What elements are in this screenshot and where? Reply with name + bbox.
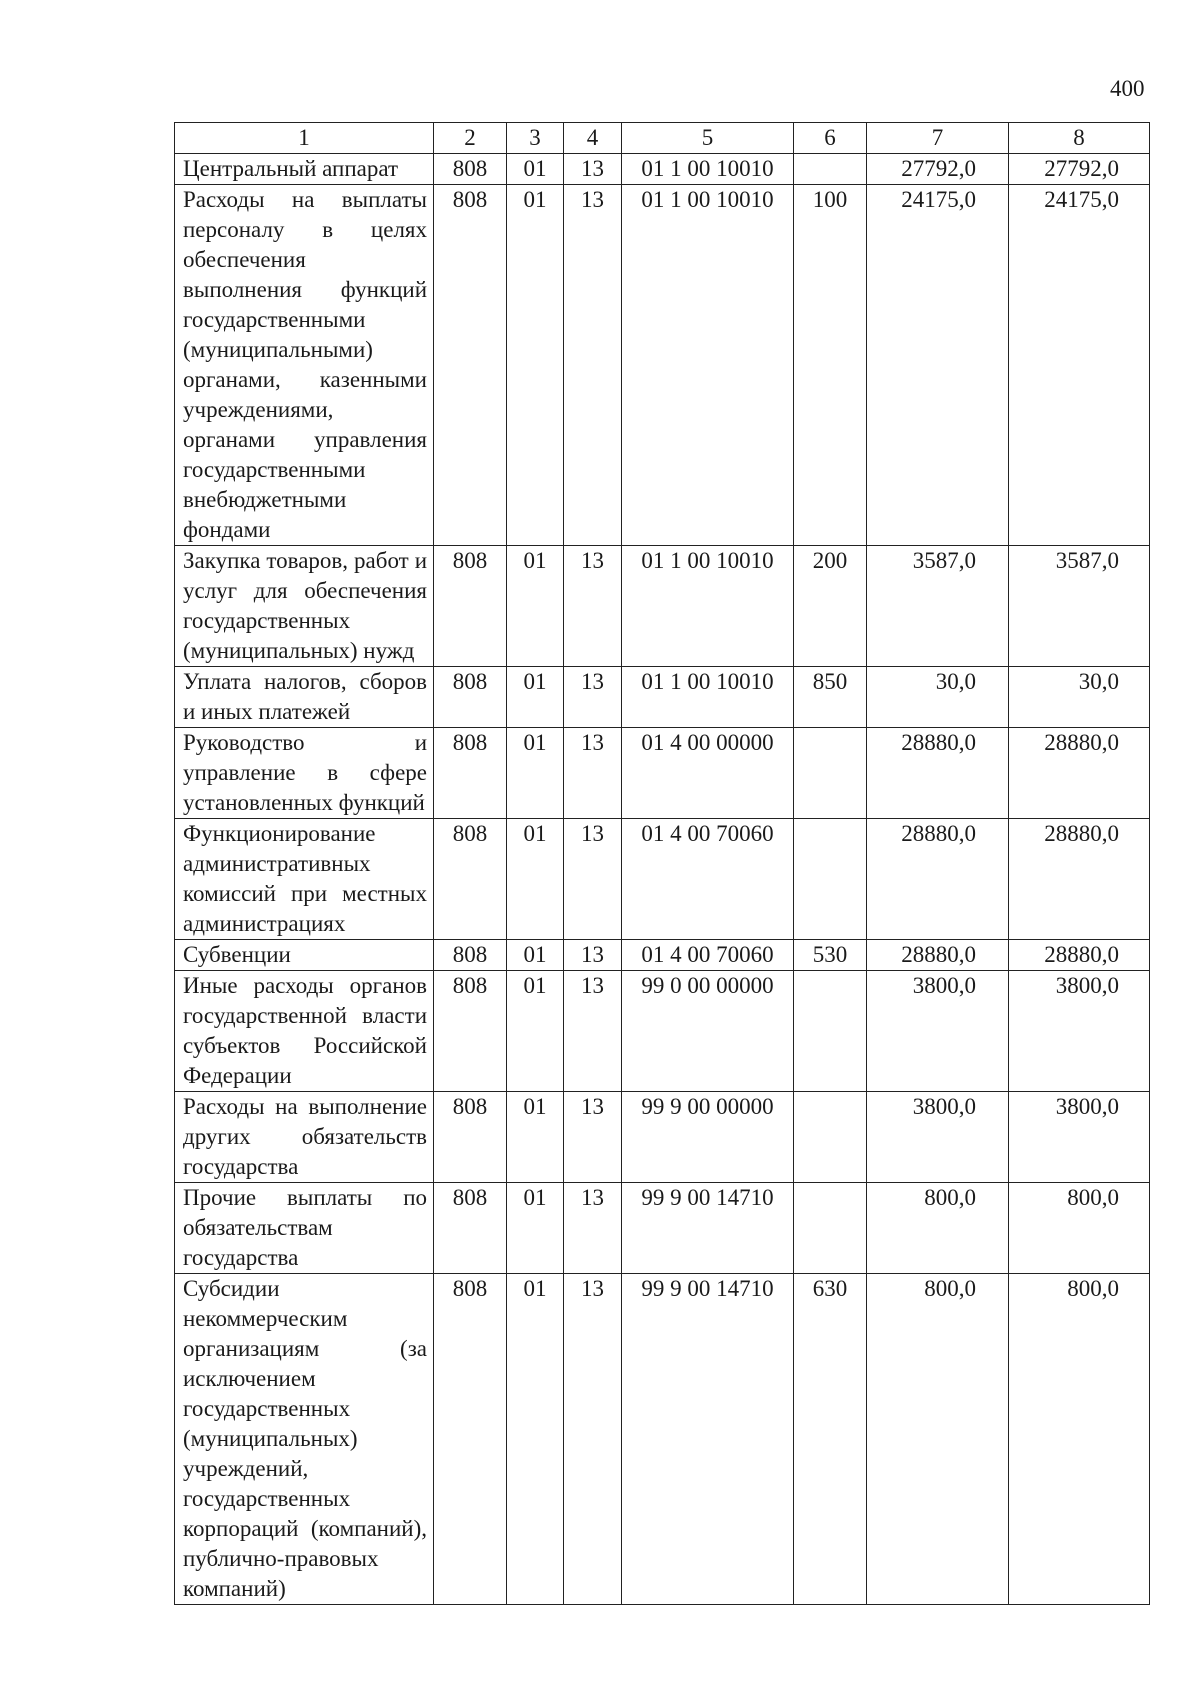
row-section-cell: 01 <box>507 940 564 971</box>
row-subsection-cell: 13 <box>564 1183 622 1274</box>
row-code-cell: 808 <box>434 185 507 546</box>
row-amount-2-cell: 800,0 <box>1009 1183 1150 1274</box>
table-body <box>175 154 1150 1605</box>
row-name-cell: Центральный аппарат <box>175 154 434 185</box>
row-type-cell <box>794 728 867 819</box>
row-amount-2-cell: 3800,0 <box>1009 1092 1150 1183</box>
row-code-cell: 808 <box>434 940 507 971</box>
row-target-cell: 01 1 00 10010 <box>622 185 794 546</box>
row-subsection-cell: 13 <box>564 819 622 940</box>
table-row <box>175 154 1150 185</box>
row-code-cell: 808 <box>434 728 507 819</box>
table-row <box>175 728 1150 819</box>
header-col-2: 2 <box>434 123 507 154</box>
row-amount-cell: 3800,0 <box>867 971 1009 1092</box>
table-row <box>175 185 1150 546</box>
table-row <box>175 1092 1150 1183</box>
row-target-cell: 01 4 00 70060 <box>622 940 794 971</box>
row-section-cell: 01 <box>507 185 564 546</box>
row-target-cell: 99 0 00 00000 <box>622 971 794 1092</box>
header-row <box>175 123 1150 154</box>
row-type-cell: 100 <box>794 185 867 546</box>
row-subsection-cell: 13 <box>564 1274 622 1605</box>
table-row <box>175 1274 1150 1605</box>
row-section-cell: 01 <box>507 971 564 1092</box>
row-subsection-cell: 13 <box>564 1092 622 1183</box>
row-type-cell <box>794 819 867 940</box>
row-amount-2-cell: 28880,0 <box>1009 819 1150 940</box>
row-type-cell <box>794 154 867 185</box>
row-name-cell: Расходы на выполнение других обязательств государства <box>175 1092 434 1183</box>
row-subsection-cell: 13 <box>564 971 622 1092</box>
page-number: 400 <box>1110 76 1145 101</box>
row-amount-cell: 800,0 <box>867 1183 1009 1274</box>
row-subsection-cell: 13 <box>564 667 622 728</box>
row-code-cell: 808 <box>434 667 507 728</box>
row-amount-cell: 3587,0 <box>867 546 1009 667</box>
table-row <box>175 819 1150 940</box>
row-amount-cell: 3800,0 <box>867 1092 1009 1183</box>
row-amount-cell: 27792,0 <box>867 154 1009 185</box>
header-col-6: 6 <box>794 123 867 154</box>
row-target-cell: 01 4 00 70060 <box>622 819 794 940</box>
row-name-cell: Иные расходы органов государственной власти субъектов Российской Федерации <box>175 971 434 1092</box>
row-target-cell: 99 9 00 00000 <box>622 1092 794 1183</box>
header-col-7: 7 <box>867 123 1009 154</box>
row-amount-cell: 28880,0 <box>867 819 1009 940</box>
header-col-4: 4 <box>564 123 622 154</box>
row-amount-2-cell: 27792,0 <box>1009 154 1150 185</box>
row-type-cell: 530 <box>794 940 867 971</box>
row-section-cell: 01 <box>507 1274 564 1605</box>
row-name-cell: Закупка товаров, работ и услуг для обеспечения государственных (муниципальных) нужд <box>175 546 434 667</box>
row-amount-2-cell: 3800,0 <box>1009 971 1150 1092</box>
row-amount-2-cell: 800,0 <box>1009 1274 1150 1605</box>
row-amount-cell: 24175,0 <box>867 185 1009 546</box>
budget-table <box>174 122 1150 1605</box>
row-subsection-cell: 13 <box>564 940 622 971</box>
row-name-cell: Расходы на выплаты персоналу в целях обеспечения выполнения функций государственными (муниципальными) органами, казенными учреждениями, органами управления государственными внебюджетными фондами <box>175 185 434 546</box>
row-code-cell: 808 <box>434 546 507 667</box>
row-name-cell: Функционирование административных комиссий при местных администрациях <box>175 819 434 940</box>
row-name-cell: Уплата налогов, сборов и иных платежей <box>175 667 434 728</box>
row-amount-2-cell: 30,0 <box>1009 667 1150 728</box>
row-amount-cell: 800,0 <box>867 1274 1009 1605</box>
row-section-cell: 01 <box>507 546 564 667</box>
row-subsection-cell: 13 <box>564 546 622 667</box>
header-col-5: 5 <box>622 123 794 154</box>
row-subsection-cell: 13 <box>564 728 622 819</box>
table-row <box>175 1183 1150 1274</box>
row-code-cell: 808 <box>434 1092 507 1183</box>
row-code-cell: 808 <box>434 154 507 185</box>
table-row <box>175 667 1150 728</box>
row-amount-2-cell: 24175,0 <box>1009 185 1150 546</box>
row-section-cell: 01 <box>507 819 564 940</box>
row-name-cell: Субсидии некоммерческим организациям (за исключением государственных (муниципальных) учреждений, государственных корпораций (компаний), публично-правовых компаний) <box>175 1274 434 1605</box>
row-target-cell: 01 4 00 00000 <box>622 728 794 819</box>
row-amount-cell: 28880,0 <box>867 940 1009 971</box>
header-col-8: 8 <box>1009 123 1150 154</box>
row-target-cell: 01 1 00 10010 <box>622 154 794 185</box>
row-target-cell: 01 1 00 10010 <box>622 667 794 728</box>
row-name-cell: Прочие выплаты по обязательствам государства <box>175 1183 434 1274</box>
row-amount-2-cell: 28880,0 <box>1009 940 1150 971</box>
row-name-cell: Субвенции <box>175 940 434 971</box>
row-code-cell: 808 <box>434 1183 507 1274</box>
row-section-cell: 01 <box>507 154 564 185</box>
row-section-cell: 01 <box>507 1092 564 1183</box>
row-code-cell: 808 <box>434 971 507 1092</box>
row-type-cell: 200 <box>794 546 867 667</box>
row-subsection-cell: 13 <box>564 185 622 546</box>
row-subsection-cell: 13 <box>564 154 622 185</box>
row-code-cell: 808 <box>434 819 507 940</box>
row-amount-2-cell: 28880,0 <box>1009 728 1150 819</box>
row-amount-cell: 28880,0 <box>867 728 1009 819</box>
row-name-cell: Руководство и управление в сфере установленных функций <box>175 728 434 819</box>
row-section-cell: 01 <box>507 667 564 728</box>
row-code-cell: 808 <box>434 1274 507 1605</box>
row-section-cell: 01 <box>507 728 564 819</box>
table-row <box>175 971 1150 1092</box>
row-amount-2-cell: 3587,0 <box>1009 546 1150 667</box>
row-section-cell: 01 <box>507 1183 564 1274</box>
row-type-cell <box>794 1092 867 1183</box>
row-type-cell <box>794 1183 867 1274</box>
row-target-cell: 99 9 00 14710 <box>622 1183 794 1274</box>
row-target-cell: 99 9 00 14710 <box>622 1274 794 1605</box>
table-row <box>175 546 1150 667</box>
row-target-cell: 01 1 00 10010 <box>622 546 794 667</box>
header-col-3: 3 <box>507 123 564 154</box>
table-row <box>175 940 1150 971</box>
header-col-1: 1 <box>175 123 434 154</box>
row-type-cell: 630 <box>794 1274 867 1605</box>
row-type-cell <box>794 971 867 1092</box>
row-type-cell: 850 <box>794 667 867 728</box>
row-amount-cell: 30,0 <box>867 667 1009 728</box>
